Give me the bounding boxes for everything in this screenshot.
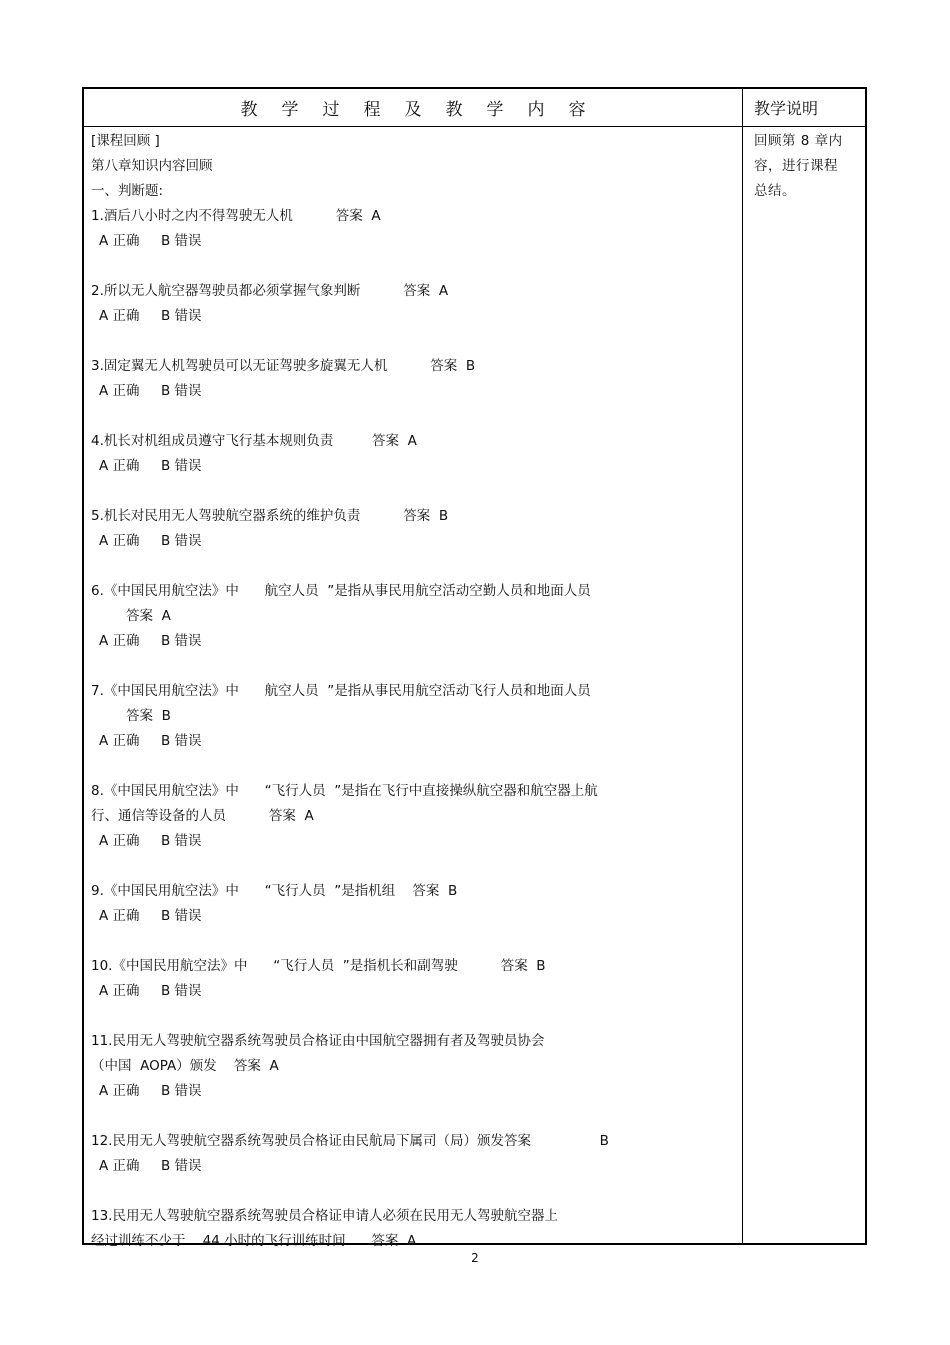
spacer [91,1179,736,1204]
answer-options: A 正确 B 错误 [99,1158,202,1174]
header-teaching-content: 教学过程及教学内容 [240,100,610,120]
question-list [91,204,736,1204]
spacer [91,929,736,954]
column-divider [742,89,743,1243]
question-text: 5.机长对民用无人驾驶航空器系统的维护负责 答案 B [91,508,449,524]
page-number: 2 [471,1251,479,1265]
answer-options: A 正确 B 错误 [99,308,202,324]
question-text: 答案 B [126,708,171,724]
spacer [91,1104,736,1129]
teaching-note-line: 容，进行课程 [754,158,838,174]
question-text: 2.所以无人航空器驾驶员都必须掌握气象判断 答案 A [91,283,449,299]
question-text: 1.酒后八小时之内不得驾驶无人机 答案 A [91,208,381,224]
answer-options: A 正确 B 错误 [99,1083,202,1099]
question-text: 答案 A [126,608,171,624]
spacer [91,254,736,279]
question-text: 3.固定翼无人机驾驶员可以无证驾驶多旋翼无人机 答案 B [91,358,476,374]
question-item [91,1029,736,1129]
answer-options: A 正确 B 错误 [99,233,202,249]
answer-options: A 正确 B 错误 [99,908,202,924]
question-text: 9.《中国民用航空法》中 “飞行人员 ”是指机组 答案 B [91,883,458,899]
question-text: 12.民用无人驾驶航空器系统驾驶员合格证由民航局下属司（局）颁发答案 B [91,1133,609,1149]
question-13-line-2: 经过训练不少于 44 小时的飞行训练时间 答案 A [91,1233,417,1249]
spacer [91,329,736,354]
teaching-content [91,129,736,1254]
section-heading: 一、判断题: [91,183,164,199]
answer-options: A 正确 B 错误 [99,733,202,749]
lesson-table [82,87,867,1249]
question-text: （中国 AOPA）颁发 答案 A [91,1058,279,1074]
teaching-note [754,129,862,204]
answer-options: A 正确 B 错误 [99,533,202,549]
question-item [91,204,736,279]
question-text: 10.《中国民用航空法》中 “飞行人员 ”是指机长和副驾驶 答案 B [91,958,546,974]
header-divider [84,126,865,127]
question-item [91,879,736,954]
spacer [91,854,736,879]
spacer [91,404,736,429]
question-item [91,354,736,429]
question-item [91,1129,736,1204]
question-item [91,579,736,679]
teaching-note-line: 总结。 [754,183,796,199]
spacer [91,1004,736,1029]
question-13-line-1: 13.民用无人驾驶航空器系统驾驶员合格证申请人必须在民用无人驾驶航空器上 [91,1208,558,1224]
header-teaching-notes: 教学说明 [754,99,819,118]
question-item [91,429,736,504]
question-item [91,279,736,354]
section-subtitle: 第八章知识内容回顾 [91,158,213,174]
answer-options: A 正确 B 错误 [99,458,202,474]
question-item [91,504,736,579]
spacer [91,554,736,579]
question-item [91,954,736,1029]
question-text: 7.《中国民用航空法》中 航空人员 ”是指从事民用航空活动飞行人员和地面人员 [91,683,591,699]
question-text: 11.民用无人驾驶航空器系统驾驶员合格证由中国航空器拥有者及驾驶员协会 [91,1033,545,1049]
question-item [91,779,736,879]
question-text: 8.《中国民用航空法》中 “飞行人员 ”是指在飞行中直接操纵航空器和航空器上航 [91,783,598,799]
teaching-note-line: 回顾第 8 章内 [754,133,843,149]
question-item [91,679,736,779]
answer-options: A 正确 B 错误 [99,983,202,999]
section-label: [课程回顾 ] [91,133,160,149]
spacer [91,479,736,504]
spacer [91,754,736,779]
question-text: 行、通信等设备的人员 答案 A [91,808,314,824]
answer-options: A 正确 B 错误 [99,383,202,399]
question-text: 6.《中国民用航空法》中 航空人员 ”是指从事民用航空活动空勤人员和地面人员 [91,583,591,599]
question-text: 4.机长对机组成员遵守飞行基本规则负责 答案 A [91,433,417,449]
answer-options: A 正确 B 错误 [99,633,202,649]
spacer [91,654,736,679]
answer-options: A 正确 B 错误 [99,833,202,849]
